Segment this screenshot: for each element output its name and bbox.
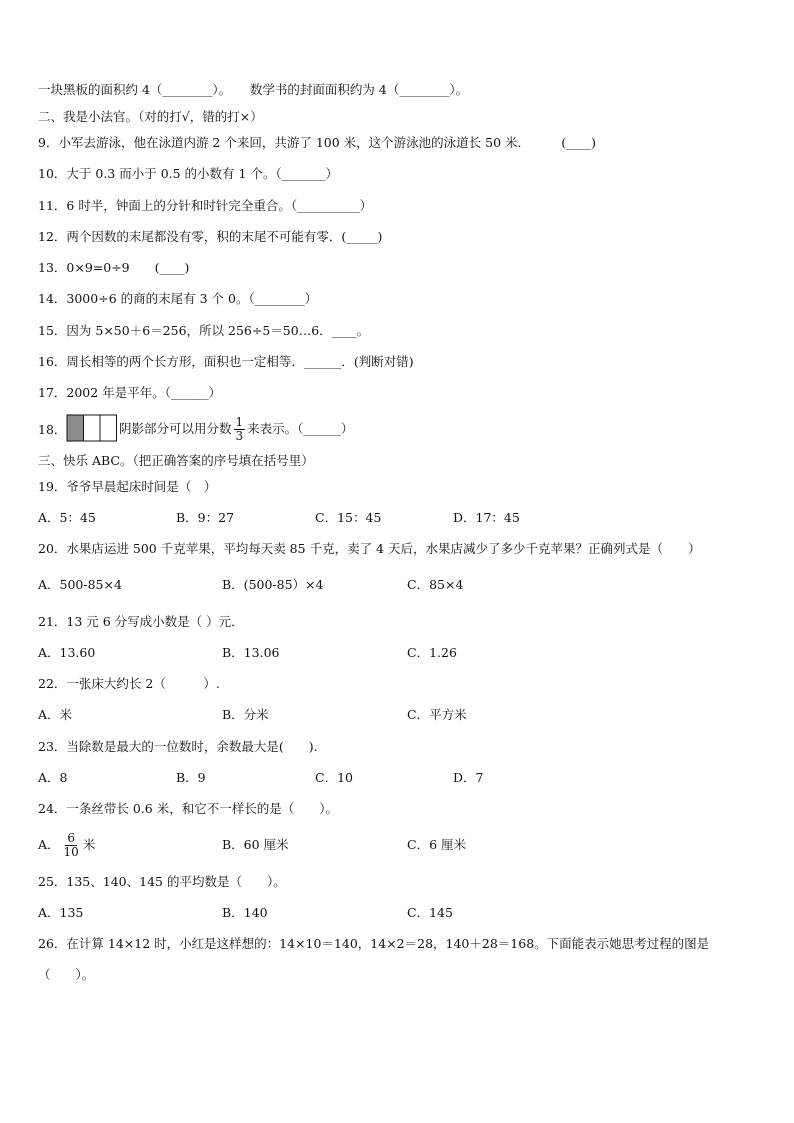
question-21: 21．13 元 6 分写成小数是（ ）元． (38, 614, 244, 629)
fraction-six-tenths (62, 832, 81, 859)
q20-option-c: C．85×4 (407, 577, 464, 592)
question-12: 12．两个因数的末尾都没有零，积的末尾不可能有零．(_____) (38, 229, 383, 244)
unshaded-part-1 (84, 415, 101, 441)
fraction-numerator: 1 (235, 415, 244, 429)
q22-option-c: C．平方米 (407, 707, 467, 722)
q23-option-d: D．7 (453, 770, 484, 785)
question-18-number: 18． (38, 422, 67, 437)
q24-option-c: C．6 厘米 (407, 837, 466, 852)
q19-option-a: A．5：45 (38, 510, 96, 525)
fraction-numerator: 6 (67, 831, 75, 845)
section-3-heading: 三、快乐 ABC。（把正确答案的序号填在括号里） (38, 453, 314, 468)
q19-option-d: D．17：45 (453, 510, 520, 525)
question-20: 20．水果店运进 500 千克苹果，平均每天卖 85 千克，卖了 4 天后，水果店减少了多少千克苹果？正确列式是（ ） (38, 541, 701, 556)
q24-option-a-prefix: A． (38, 837, 60, 852)
q20-option-b: B．(500-85）×4 (222, 577, 324, 592)
q22-option-a: A．米 (38, 707, 73, 722)
section-2-heading: 二、我是小法官。（对的打√，错的打×） (38, 109, 263, 124)
shaded-part (67, 415, 84, 441)
question-24: 24．一条丝带长 0.6 米，和它不一样长的是（ ）。 (38, 801, 338, 816)
question-15: 15．因为 5×50＋6＝256，所以 256÷5＝50…6．____。 (38, 323, 370, 338)
q24-option-a (38, 828, 95, 862)
q24-option-b: B．60 厘米 (222, 837, 289, 852)
question-16: 16．周长相等的两个长方形，面积也一定相等．______．(判断对错) (38, 354, 414, 369)
question-9: 9．小军去游泳，他在泳道内游 2 个来回，共游了 100 米，这个游泳池的泳道长 50 米． (____) (38, 135, 597, 150)
q19-option-c: C．15：45 (315, 510, 382, 525)
fraction-rectangle-figure (66, 414, 118, 442)
question-11: 11．6 时半，钟面上的分针和时针完全重合。（__________） (38, 198, 373, 213)
q23-option-b: B．9 (176, 770, 206, 785)
q19-option-b: B．9：27 (176, 510, 235, 525)
fraction-one-third (234, 416, 246, 443)
q25-option-c: C．145 (407, 905, 453, 920)
q18-text-a: 阴影部分可以用分数 (119, 421, 232, 436)
line-blackboard-area: 一块黑板的面积约 4（________）。 数学书的封面面积约为 4（________）。 (38, 82, 469, 97)
q24-option-a-unit: 米 (82, 837, 96, 852)
q23-option-a: A．8 (38, 770, 68, 785)
question-26: 26．在计算 14×12 时，小红是这样想的：14×10＝140，14×2＝28，140＋28＝168。下面能表示她思考过程的图是 (38, 936, 710, 951)
q21-option-c: C．1.26 (407, 645, 457, 660)
question-23: 23．当除数是最大的一位数时，余数最大是( ). (38, 739, 318, 754)
question-17: 17．2002 年是平年。（______） (38, 385, 221, 400)
q18-text-b: 来表示。（______） (247, 421, 354, 436)
question-18-text (119, 414, 353, 444)
question-22: 22．一张床大约长 2（ ）. (38, 676, 220, 691)
q21-option-b: B．13.06 (222, 645, 280, 660)
question-10: 10．大于 0.3 而小于 0.5 的小数有 1 个。（_______） (38, 166, 338, 181)
q21-option-a: A．13.60 (38, 645, 96, 660)
question-14: 14．3000÷6 的商的末尾有 3 个 0。（________） (38, 291, 318, 306)
q22-option-b: B．分米 (222, 707, 269, 722)
q23-option-c: C．10 (315, 770, 353, 785)
unshaded-part-2 (100, 415, 117, 441)
q25-option-a: A．135 (38, 905, 84, 920)
fraction-denominator: 3 (235, 429, 244, 443)
q25-option-b: B．140 (222, 905, 268, 920)
question-19: 19．爷爷早晨起床时间是（ ） (38, 479, 217, 494)
q20-option-a: A．500-85×4 (38, 577, 122, 592)
fraction-denominator: 10 (63, 845, 79, 859)
question-25: 25．135、140、145 的平均数是（ ）。 (38, 874, 286, 889)
question-13: 13．0×9=0÷9 (____) (38, 260, 190, 275)
question-26-continuation: （ ）。 (38, 967, 95, 982)
